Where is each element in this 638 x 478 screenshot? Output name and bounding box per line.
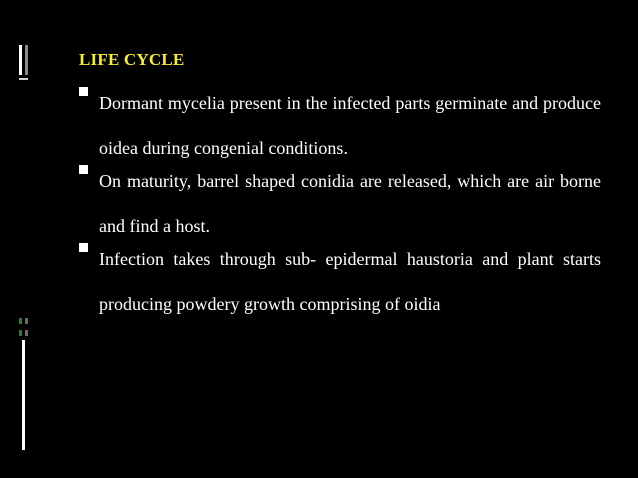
bullet-text: On maturity, barrel shaped conidia are released, which are air borne and find a host. <box>99 171 601 236</box>
decorative-bar <box>22 340 25 450</box>
bullet-text: Dormant mycelia present in the infected parts germinate and produce oidea during congenial conditions. <box>99 93 601 158</box>
square-bullet-icon <box>79 87 88 96</box>
slide-title: LIFE CYCLE <box>79 50 185 69</box>
decorative-bar <box>19 45 22 75</box>
bullet-item <box>79 81 601 171</box>
decorative-bar <box>19 318 22 324</box>
square-bullet-icon <box>79 243 88 252</box>
bullet-list <box>79 93 601 327</box>
decorative-bar <box>19 330 22 336</box>
decorative-bar <box>25 318 28 324</box>
bullet-item <box>79 237 601 327</box>
decorative-bar <box>19 78 28 80</box>
bullet-text: Infection takes through sub- epidermal haustoria and plant starts producing powdery growth comprising of oidia <box>99 249 601 314</box>
decorative-bar <box>25 330 28 336</box>
square-bullet-icon <box>79 165 88 174</box>
bullet-item <box>79 159 601 249</box>
decorative-bar <box>25 45 28 75</box>
